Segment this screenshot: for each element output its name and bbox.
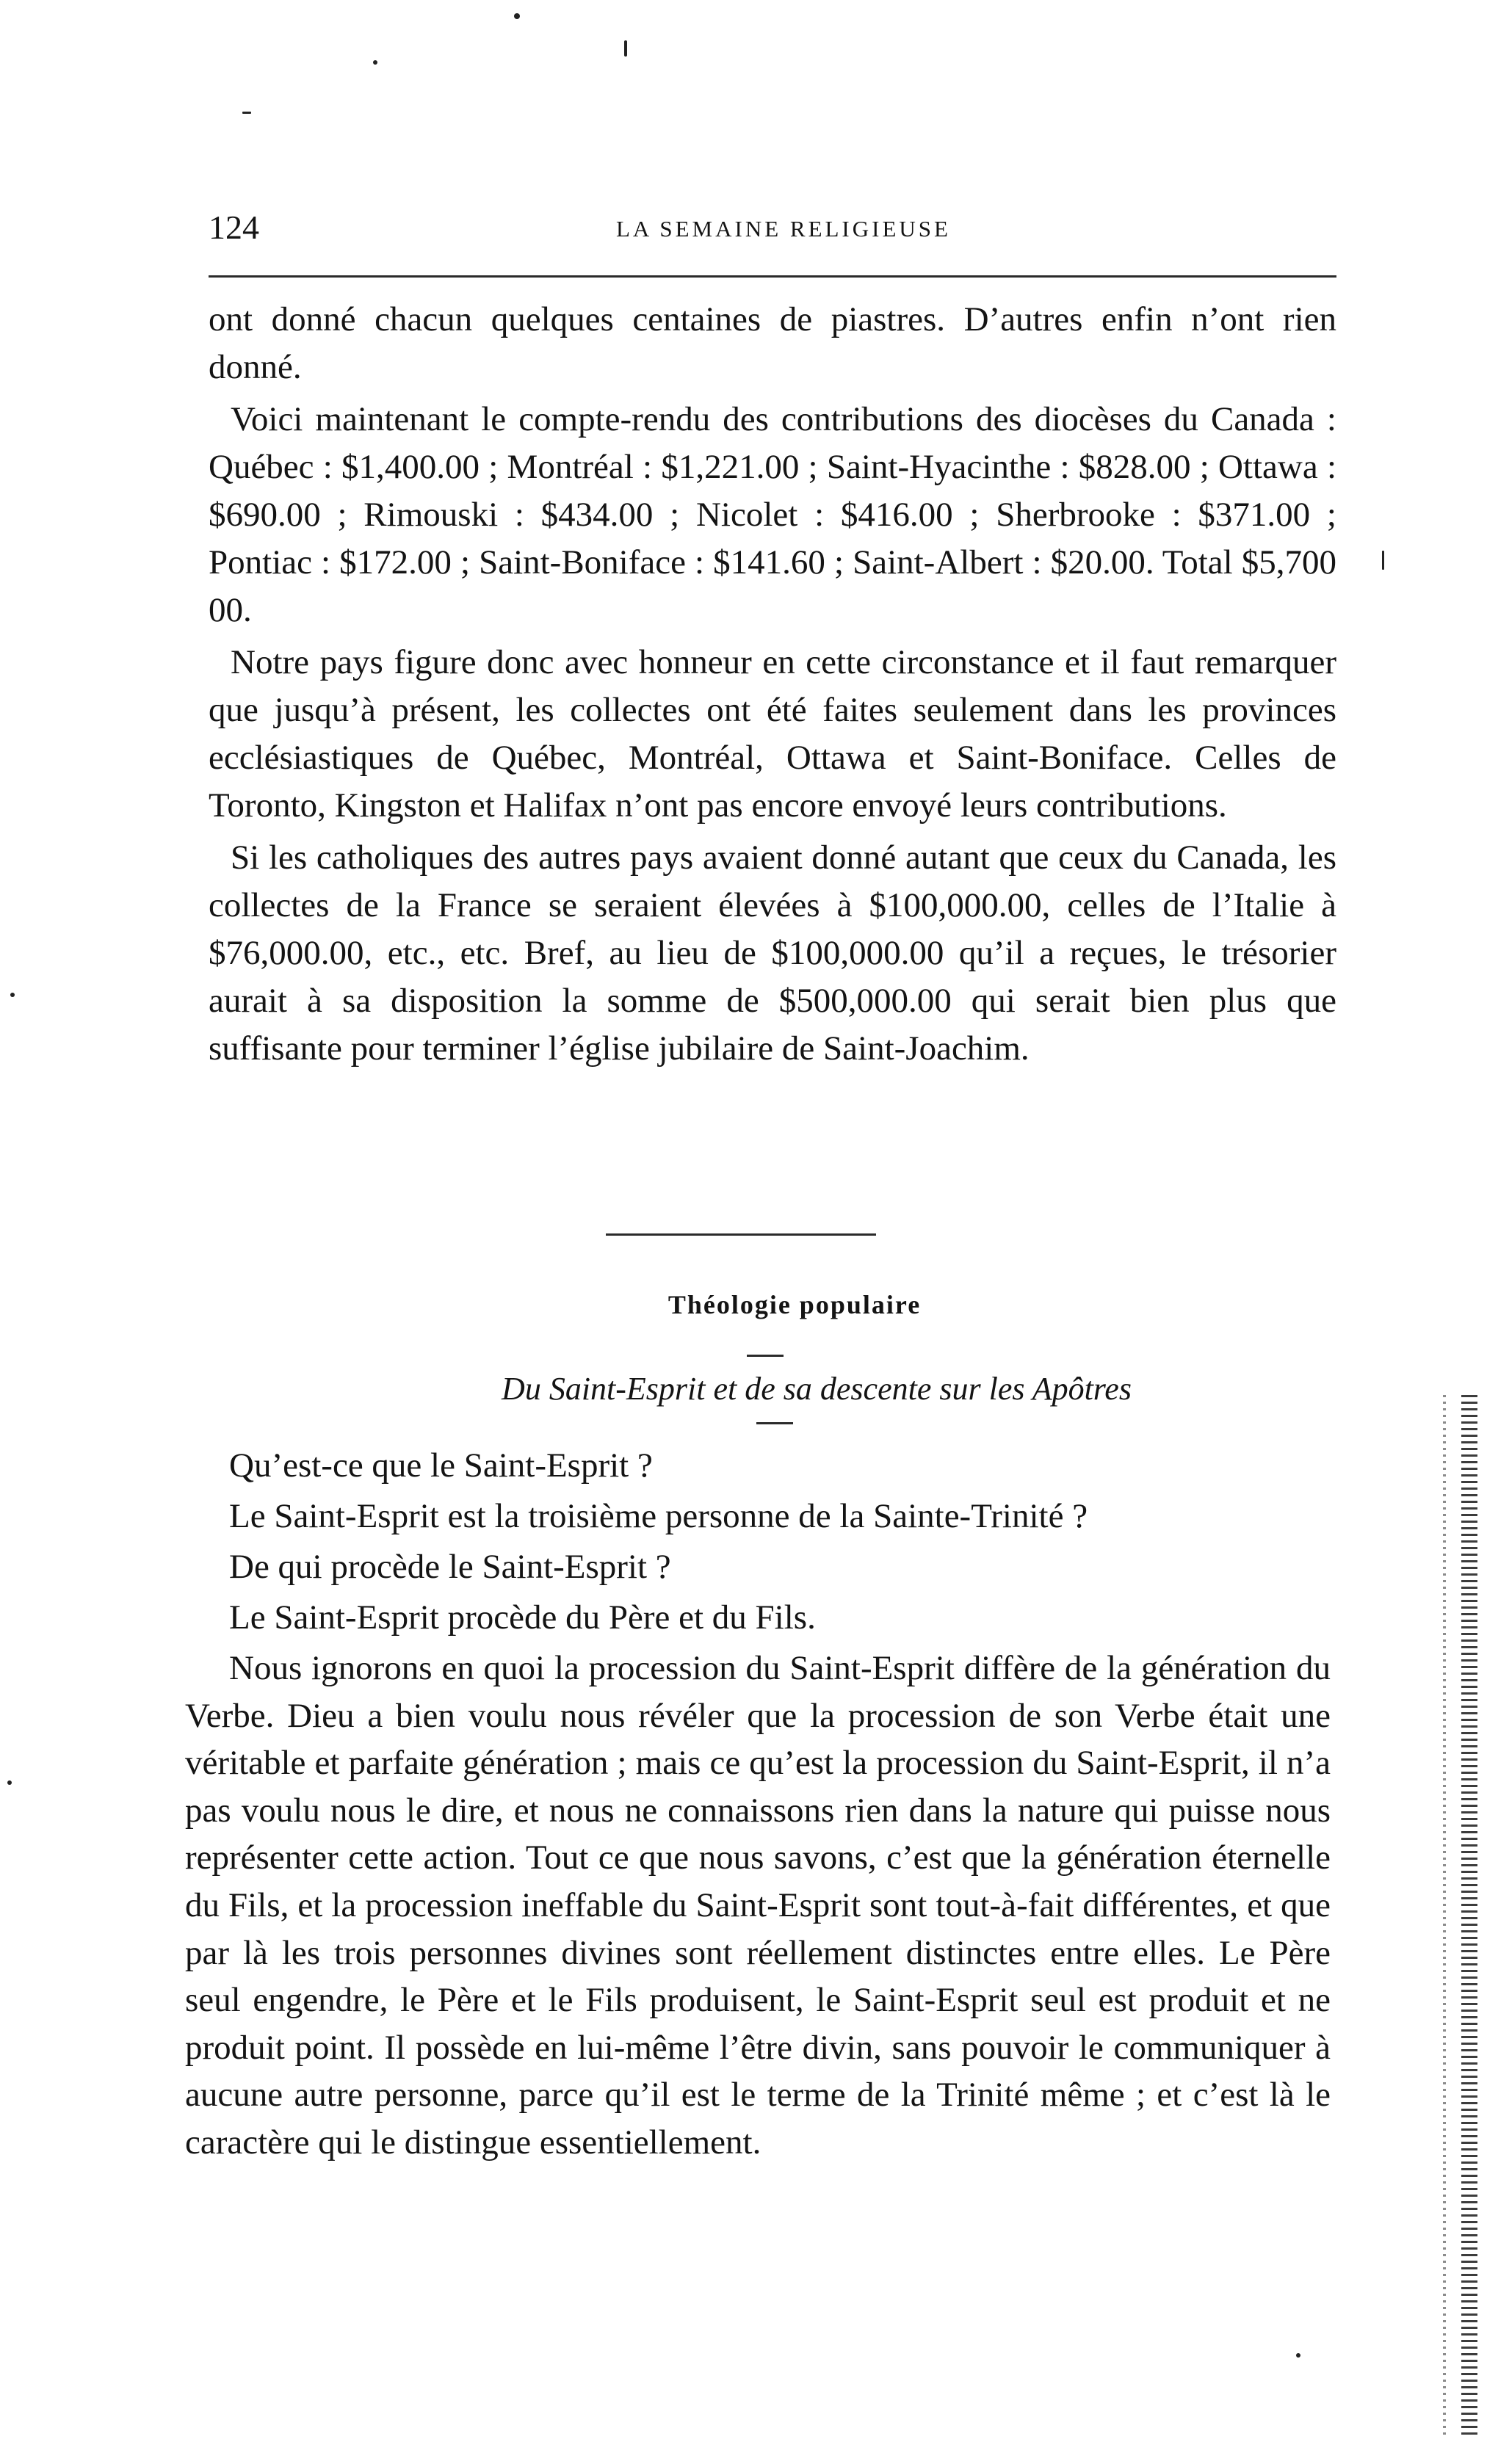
catechism-questions (185, 1441, 1331, 1643)
scan-speck (624, 40, 627, 57)
header-rule (209, 275, 1336, 278)
section-heading: Théologie populaire (667, 1290, 922, 1319)
qa-line: Qu’est-ce que le Saint-Esprit ? (229, 1446, 653, 1485)
section-divider (606, 1233, 876, 1236)
scan-speck (10, 993, 15, 997)
theology-essay (185, 1645, 1331, 2167)
paragraph-continuation: ont donné chacun quelques centaines de piastres. D’autres enfin n’ont rien donné. (209, 300, 1336, 386)
scan-speck (7, 1780, 12, 1785)
paragraph-diocese-contributions: Voici maintenant le compte-rendu des contributions des diocèses du Canada : Québec : $1,400.00 ; Montréal : $1,221.00 ; Saint-Hyacinthe : $828.00 ; Ottawa : $690.00 ; Rimouski : $434.00 ; Nicolet : $416.00 ; Sherbrooke : $371.00 ; Pontiac : $172.00 ; Saint-Boniface : $141.60 ; Saint-Albert : $20.00. Total $5,700 00. (209, 400, 1336, 629)
qa-line: Le Saint-Esprit procède du Père et du Fils. (229, 1598, 816, 1637)
scan-speck (1296, 2353, 1300, 2358)
scan-speck (514, 13, 520, 19)
scan-speck (242, 112, 251, 114)
scan-speck (1382, 551, 1384, 570)
scan-speck (373, 60, 377, 65)
paragraph-country-honour: Notre pays figure donc avec honneur en cette circonstance et il faut remarquer que jusqu’à présent, les collectes ont été faites seulement dans les provinces ecclésiastiques de Québec, Montréal, Ottawa et Saint-Boniface. Celles de Toronto, Kingston et Halifax n’ont pas encore envoyé leurs contributions. (209, 643, 1336, 825)
page-number: 124 (209, 209, 259, 246)
running-title: LA SEMAINE RELIGIEUSE (616, 216, 951, 242)
scan-edge-noise (1443, 1395, 1446, 2438)
heading-dash (747, 1355, 784, 1357)
running-head (209, 206, 1336, 250)
qa-line: Le Saint-Esprit est la troisième personne de la Sainte-Trinité ? (229, 1497, 1088, 1535)
subheading-dash (756, 1422, 793, 1424)
section-subheading: Du Saint-Esprit et de sa descente sur les Apôtres (502, 1371, 1132, 1407)
paragraph-hypothetical-totals: Si les catholiques des autres pays avaient donné autant que ceux du Canada, les collectes de la France se seraient élevées à $100,000.00, celles de l’Italie à $76,000.00, etc., etc. Bref, au lieu de $100,000.00 qu’il a reçues, le trésorier aurait à sa disposition la somme de $500,000.00 qui serait bien plus que suffisante pour terminer l’église jubilaire de Saint-Joachim. (209, 838, 1336, 1068)
article-body (209, 296, 1336, 1077)
paragraph-procession: Nous ignorons en quoi la procession du Saint-Esprit diffère de la génération du Verbe. Dieu a bien voulu nous révéler que la procession de son Verbe était une véritable et parfaite génération ; mais ce qu’est la procession du Saint-Esprit, il n’a pas voulu nous le dire, et nous ne connaissons rien dans la nature qui puisse nous représenter cette action. Tout ce que nous savons, c’est que la génération éternelle du Fils, et la procession ineffable du Saint-Esprit sont tout-à-fait différentes, et que par là les trois personnes divines sont réellement distinctes entre elles. Le Père seul engendre, le Père et le Fils produisent, le Saint-Esprit seul est produit et ne produit point. Il possède en lui-même l’être divin, sans pouvoir le communiquer à aucune autre personne, parce qu’il est le terme de la Trinité même ; et c’est là le caractère qui le distingue essentiellement. (185, 1649, 1331, 2162)
scan-edge-noise (1461, 1395, 1477, 2438)
qa-line: De qui procède le Saint-Esprit ? (229, 1548, 671, 1586)
